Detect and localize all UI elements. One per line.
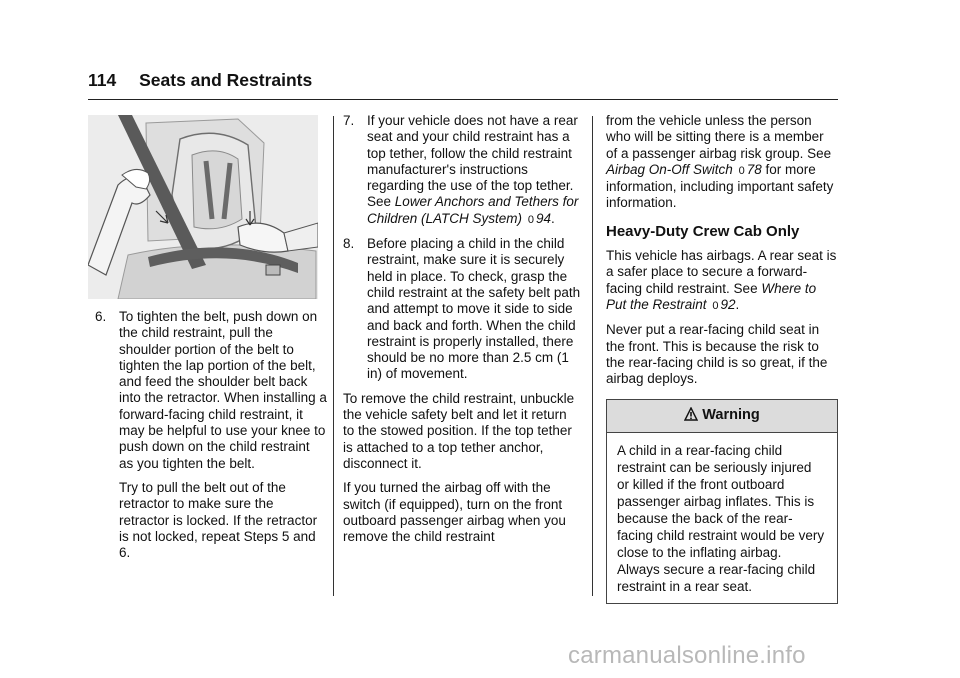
where-to-put-restraint-link[interactable]: Where to Put the Restraint	[606, 280, 817, 312]
remove-restraint-paragraph: To remove the child restraint, unbuckle the vehicle safety belt and let it return to the stowed position. If the top tether is attached to a top tether anchor, disconnect it.	[343, 390, 575, 471]
page-ref-icon: 0	[527, 213, 534, 226]
warning-box	[606, 399, 838, 603]
page-number: 114	[88, 70, 117, 90]
step-6-continued: Try to pull the belt out of the retractor to make sure the retractor is locked. If the retractor is not locked, repeat Steps 5 and 6.	[119, 479, 318, 561]
step-8	[343, 236, 581, 383]
caution-icon	[684, 407, 698, 421]
section-title: Seats and Restraints	[139, 70, 313, 90]
step-8-text: Before placing a child in the child restraint, make sure it is securely held in place. To check, grasp the child restraint at the safety belt path and attempt to move it side to side and back and forth. When the child restraint is properly installed, there should be no more than 2.5 cm (1 in) of movement.	[367, 236, 581, 382]
header-divider	[88, 99, 838, 100]
step-6-number: 6.	[95, 309, 107, 324]
page-ref-icon: 0	[738, 164, 745, 177]
warning-text: A child in a rear-facing child restraint can be seriously injured or killed if the front outboard passenger airbag inflates. This is because the back of the rear-facing child restraint would be very close to the inflating airbag. Always secure a rear-facing child restraint in a rear seat.	[617, 442, 825, 594]
restraint-page-ref[interactable]: 92	[720, 296, 736, 312]
warning-title: Warning	[702, 407, 760, 424]
column-divider-1	[333, 116, 334, 596]
column-2	[343, 113, 581, 553]
step-7	[343, 113, 581, 228]
airbag-switch-paragraph: If you turned the airbag off with the switch (if equipped), turn on the front outboard passenger airbag when you remove the child restraint	[343, 480, 566, 545]
airbag-on-off-switch-link[interactable]: Airbag On-Off Switch	[606, 161, 733, 177]
column-divider-2	[592, 116, 593, 596]
risk-group-paragraph	[606, 113, 838, 212]
crew-cab-end: .	[735, 296, 740, 312]
step-6	[95, 309, 327, 472]
step-8-number: 8.	[343, 236, 355, 252]
crew-cab-text: This vehicle has airbags. A rear seat is a safer place to secure a forward-facing child restraint. See	[606, 248, 837, 296]
column-3	[606, 113, 838, 604]
airbag-switch-page-ref[interactable]: 78	[746, 161, 762, 177]
rear-facing-paragraph: Never put a rear-facing child seat in the front. This is because the risk to the rear-facing child is so great, if the airbag deploys.	[606, 322, 828, 387]
latch-page-ref[interactable]: 94	[535, 210, 551, 226]
page-ref-icon: 0	[712, 299, 719, 312]
child-seat-illustration	[88, 115, 318, 299]
latch-system-link[interactable]: Lower Anchors and Tethers for Children (LATCH System)	[367, 194, 579, 226]
warning-header	[607, 400, 837, 432]
step-6-text: To tighten the belt, push down on the child restraint, pull the shoulder portion of the belt to tighten the lap portion of the belt, and feed the shoulder belt back into the retractor. When installing a forward-facing child restraint, it may be helpful to use your knee to push down on the child restraint as you tighten the belt.	[119, 309, 327, 471]
risk-group-text: from the vehicle unless the person who will be sitting there is a member of a passenger airbag risk group. See	[606, 113, 832, 161]
belt-tightening-illustration	[88, 115, 318, 299]
page-header	[88, 70, 312, 91]
step-7-number: 7.	[343, 113, 355, 128]
crew-cab-paragraph	[606, 248, 838, 314]
watermark: carmanualsonline.info	[568, 642, 806, 669]
column-1	[95, 309, 327, 569]
risk-group-end: for more information, including important safety information.	[606, 161, 834, 211]
step-7-text: If your vehicle does not have a rear seat and your child restraint has a top tether, follow the child restraint manufacturer's instructions regarding the use of the top tether. See	[367, 113, 578, 210]
section-heading: Heavy-Duty Crew Cab Only	[606, 222, 800, 240]
step-7-end: .	[550, 210, 555, 226]
